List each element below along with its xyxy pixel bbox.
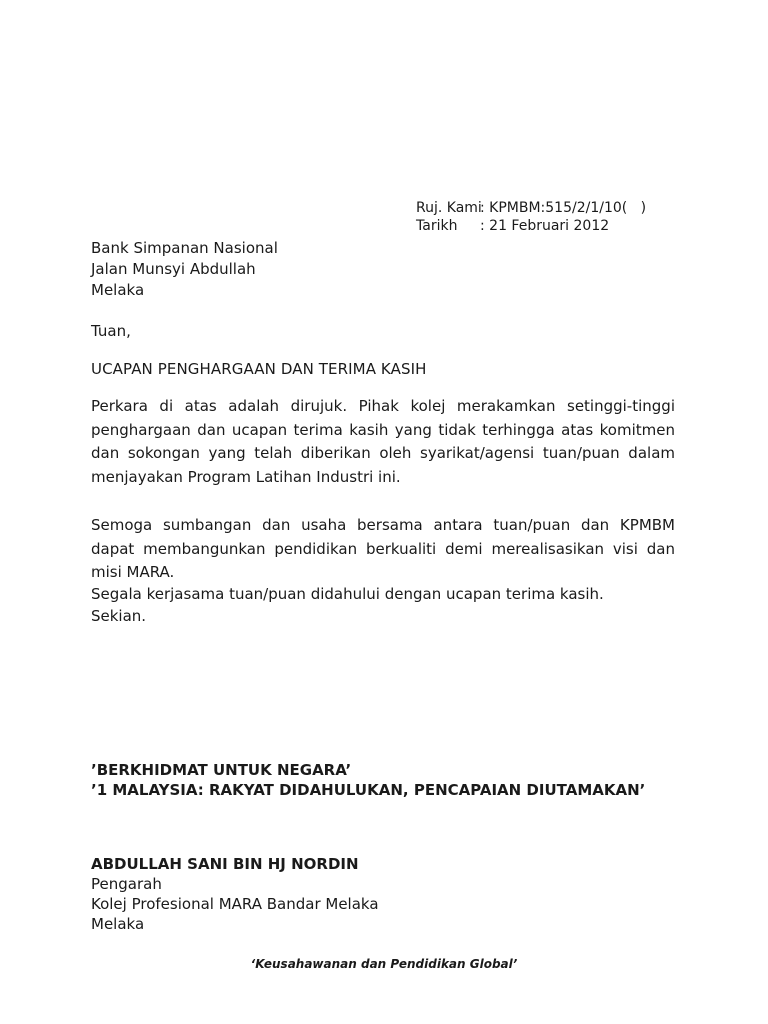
recipient-line-2: Jalan Munsyi Abdullah: [91, 260, 256, 278]
salutation: Tuan,: [91, 322, 131, 340]
date-row: [416, 217, 646, 235]
slogan-line-2: ’1 MALAYSIA: RAKYAT DIDAHULUKAN, PENCAPAIAN DIUTAMAKAN’: [91, 781, 646, 799]
date-value: : 21 Februari 2012: [480, 218, 610, 234]
signatory-title: Pengarah: [91, 875, 162, 893]
reference-block: [416, 199, 646, 235]
slogan-line-1: ’BERKHIDMAT UNTUK NEGARA’: [91, 761, 352, 779]
signatory-name: ABDULLAH SANI BIN HJ NORDIN: [91, 855, 359, 873]
recipient-line-3: Melaka: [91, 281, 145, 299]
signatory-organization: Kolej Profesional MARA Bandar Melaka: [91, 895, 379, 913]
footer-motto: ‘Keusahawanan dan Pendidikan Global’: [250, 957, 518, 971]
letter-subject: UCAPAN PENGHARGAAN DAN TERIMA KASIH: [91, 360, 427, 378]
recipient-address: [91, 238, 278, 301]
signatory-block: [91, 854, 379, 934]
body-paragraph-1: Perkara di atas adalah dirujuk. Pihak kolej merakamkan setinggi-tinggi penghargaan dan ucapan terima kasih yang tidak terhingga atas komitmen dan sokongan yang telah diberikan oleh syarikat/agensi tuan/puan dalam menjayakan Program Latihan Industri ini.: [91, 397, 675, 486]
body-paragraph-3: [91, 583, 675, 627]
reference-row: [416, 199, 646, 217]
closing-line: Segala kerjasama tuan/puan didahului dengan ucapan terima kasih.: [91, 585, 604, 603]
sign-off: Sekian.: [91, 607, 147, 625]
slogan-block: [91, 760, 645, 800]
signatory-location: Melaka: [91, 915, 145, 933]
reference-value: : KPMBM:515/2/1/10( ): [480, 200, 647, 216]
reference-label: Ruj. Kami: [416, 200, 482, 216]
recipient-line-1: Bank Simpanan Nasional: [91, 239, 278, 257]
body-paragraph-2: Semoga sumbangan dan usaha bersama antara tuan/puan dan KPMBM dapat membangunkan pendidikan berkualiti demi merealisasikan visi dan misi MARA.: [91, 516, 675, 581]
date-label: Tarikh: [416, 218, 458, 234]
